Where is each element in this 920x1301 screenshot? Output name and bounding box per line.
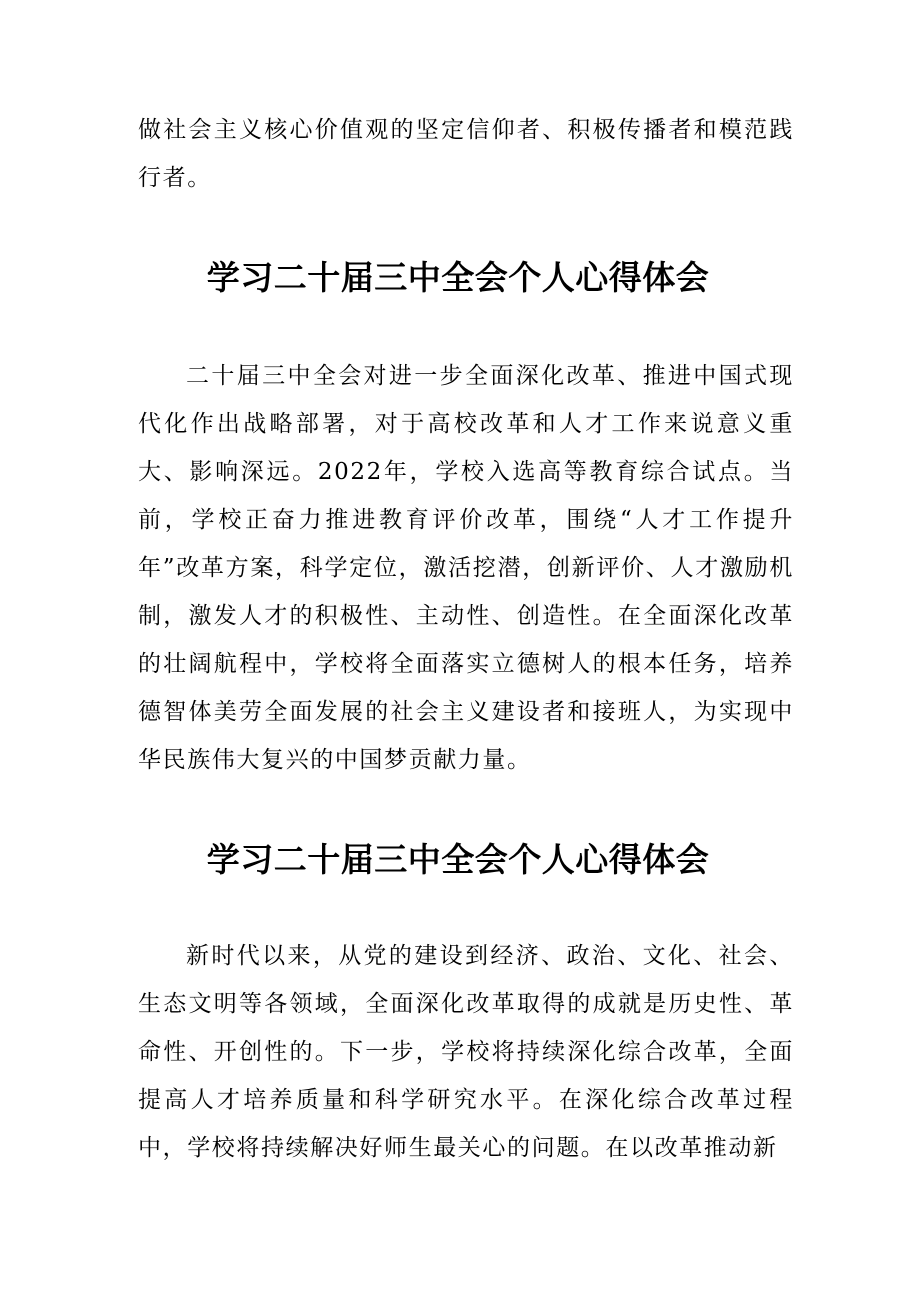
section-paragraph-2: 新时代以来，从党的建设到经济、政治、文化、社会、生态文明等各领域，全面深化改革取得的成就是历史性、革命性、开创性的。下一步，学校将持续深化综合改革，全面提高人才培养质量和科学研究水平。在深化综合改革过程中，学校将持续解决好师生最关心的问题。在以改革推动新 <box>138 943 794 1161</box>
section-title-1: 学习二十届三中全会个人心得体会 <box>206 258 710 297</box>
section-title-2: 学习二十届三中全会个人心得体会 <box>206 840 710 879</box>
continued-paragraph: 做社会主义核心价值观的坚定信仰者、积极传播者和模范践行者。 <box>138 117 794 191</box>
section-paragraph-1: 二十届三中全会对进一步全面深化改革、推进中国式现代化作出战略部署，对于高校改革和人才工作来说意义重大、影响深远。2022年，学校入选高等教育综合试点。当前，学校正奋力推进教育评价改革，围绕“人才工作提升年”改革方案，科学定位，激活挖潜，创新评价、人才激励机制，激发人才的积极性、主动性、创造性。在全面深化改革的壮阔航程中，学校将全面落实立德树人的根本任务，培养德智体美劳全面发展的社会主义建设者和接班人，为实现中华民族伟大复兴的中国梦贡献力量。 <box>138 363 794 773</box>
